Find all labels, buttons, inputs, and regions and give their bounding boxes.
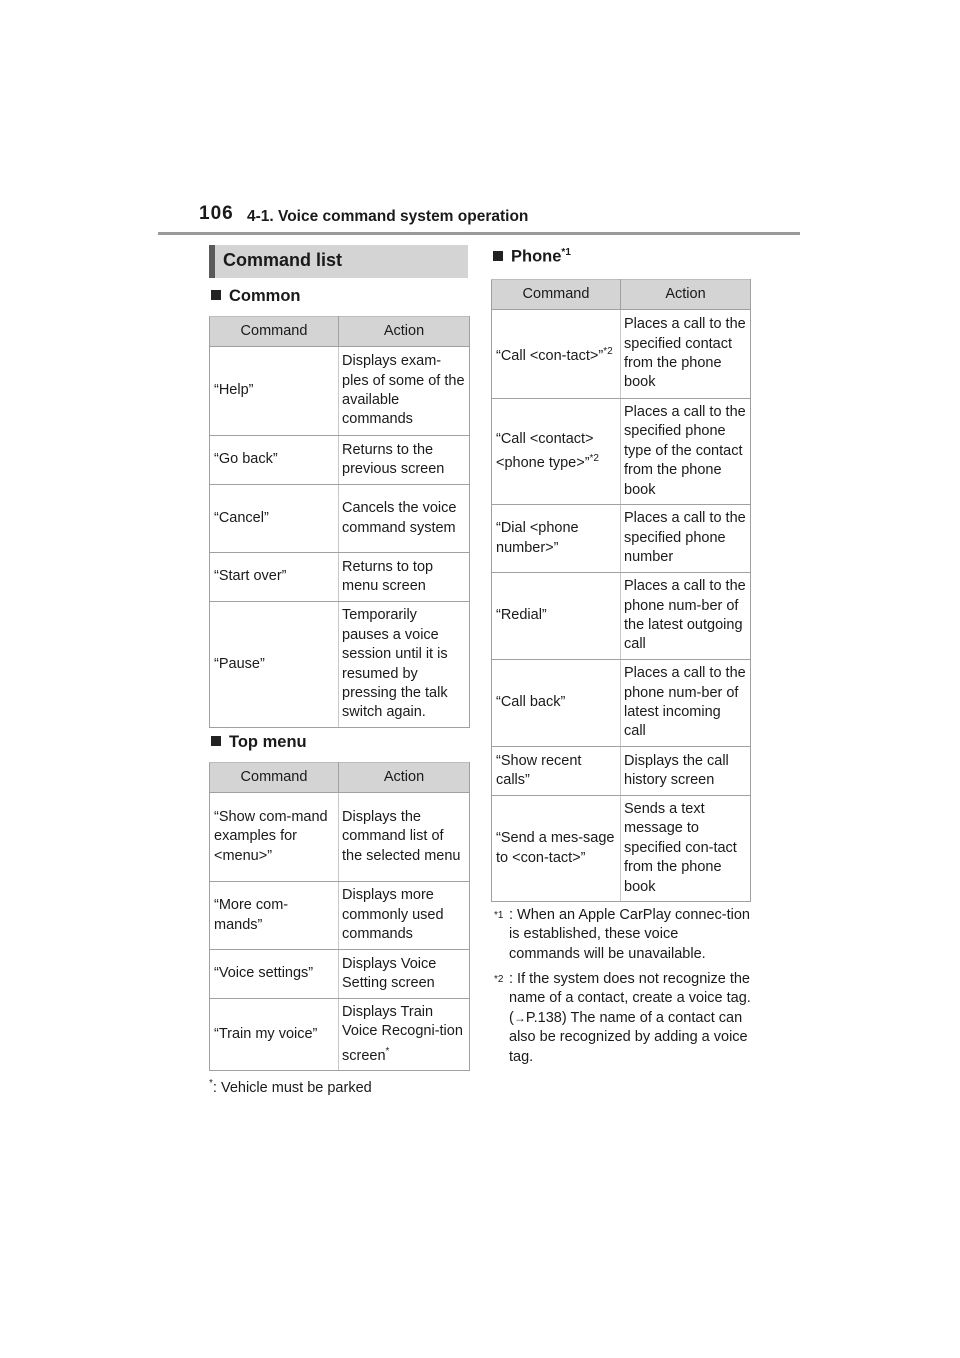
header-title: 4-1. Voice command system operation (247, 208, 529, 225)
action-cell: Displays the command list of the selected menu (339, 793, 470, 882)
action-cell: Displays Voice Setting screen (339, 950, 470, 999)
footnote-text-before: : If the system does not recognize the name of a contact, create a voice tag. ( (509, 971, 751, 1026)
command-cell (492, 399, 621, 505)
table-row (210, 436, 470, 485)
phone-heading-label: Phone (511, 247, 562, 266)
column-header-command: Command (210, 763, 339, 793)
footnote-mark: * (209, 1078, 213, 1089)
footnote-mark: * (385, 1045, 390, 1057)
table-row (210, 793, 470, 882)
action-cell: Places a call to the phone num-ber of latest incoming call (621, 660, 751, 747)
table-row (492, 310, 751, 399)
column-header-action: Action (621, 280, 751, 310)
table-row (492, 660, 751, 747)
action-cell (339, 999, 470, 1071)
footnote-mark: *1 (494, 910, 504, 921)
action-cell: Temporarily pauses a voice session until it is resumed by pressing the talk switch again. (339, 602, 470, 728)
command-cell: “Call back” (492, 660, 621, 747)
common-heading-label: Common (229, 287, 301, 305)
footnote-mark: *1 (561, 247, 571, 258)
command-cell: “Show com-mand examples for <menu>” (210, 793, 339, 882)
table-row (492, 505, 751, 573)
square-bullet-icon (211, 736, 221, 746)
top-menu-heading-label: Top menu (229, 733, 307, 751)
command-cell: “Cancel” (210, 485, 339, 553)
action-cell: Displays exam-ples of some of the available commands (339, 347, 470, 436)
table-header-row (210, 317, 470, 347)
footnote-2 (494, 970, 752, 1067)
command-cell: “Voice settings” (210, 950, 339, 999)
column-header-command: Command (210, 317, 339, 347)
footnote-mark: *2 (589, 453, 599, 465)
table-row (210, 485, 470, 553)
footnote-mark: *2 (494, 974, 504, 985)
action-cell: Places a call to the specified phone type of the contact from the phone book (621, 399, 751, 505)
square-bullet-icon (493, 251, 503, 261)
table-header-row (492, 280, 751, 310)
table-row (210, 553, 470, 602)
command-cell: “Help” (210, 347, 339, 436)
command-cell: “Train my voice” (210, 999, 339, 1071)
command-cell: “Redial” (492, 573, 621, 660)
square-bullet-icon (211, 290, 221, 300)
footnote-text (509, 970, 752, 1067)
action-cell: Places a call to the specified contact from the phone book (621, 310, 751, 399)
command-text: “Call <contact> <phone type>” (496, 430, 594, 471)
section-title: Command list (209, 245, 468, 278)
action-text: Displays Train Voice Recogni-tion screen (342, 1004, 463, 1064)
common-table (209, 316, 470, 728)
action-cell: Displays more commonly used commands (339, 882, 470, 950)
column-header-action: Action (339, 317, 470, 347)
table-row (492, 796, 751, 902)
header-rule (158, 232, 800, 235)
table-row (210, 602, 470, 728)
action-cell: Displays the call history screen (621, 747, 751, 796)
column-header-command: Command (492, 280, 621, 310)
note-text: : Vehicle must be parked (212, 1079, 372, 1096)
arrow-right-icon: → (513, 1010, 526, 1025)
command-cell: “More com-mands” (210, 882, 339, 950)
action-cell: Sends a text message to specified con-tact from the phone book (621, 796, 751, 902)
command-cell: “Send a mes-sage to <con-tact>” (492, 796, 621, 902)
command-cell (492, 310, 621, 399)
action-cell: Places a call to the specified phone number (621, 505, 751, 573)
action-cell: Returns to top menu screen (339, 553, 470, 602)
table-row (210, 999, 470, 1071)
footnote-1 (494, 906, 752, 964)
table-row (210, 882, 470, 950)
top-menu-note (209, 1074, 372, 1098)
command-text: “Call <con-tact>” (496, 347, 604, 364)
page-reference-link[interactable]: P.138) The name of a contact can also be recognized by adding a voice tag. (509, 1009, 748, 1065)
column-header-action: Action (339, 763, 470, 793)
command-cell: “Dial <phone number>” (492, 505, 621, 573)
table-row (210, 950, 470, 999)
command-cell: “Go back” (210, 436, 339, 485)
page-number: 106 (199, 203, 234, 224)
command-cell: “Show recent calls” (492, 747, 621, 796)
action-cell: Places a call to the phone num-ber of the latest outgoing call (621, 573, 751, 660)
table-row (492, 573, 751, 660)
command-cell: “Start over” (210, 553, 339, 602)
phone-table (491, 279, 751, 902)
phone-heading (493, 247, 571, 267)
top-menu-table (209, 762, 470, 1071)
action-cell: Cancels the voice command system (339, 485, 470, 553)
command-cell: “Pause” (210, 602, 339, 728)
common-heading (211, 287, 301, 306)
table-row (492, 399, 751, 505)
table-header-row (210, 763, 470, 793)
footnote-mark: *2 (603, 345, 613, 357)
table-row (210, 347, 470, 436)
top-menu-heading (211, 733, 307, 752)
action-cell: Returns to the previous screen (339, 436, 470, 485)
footnote-text: : When an Apple CarPlay connec-tion is established, these voice commands will be unavailable. (509, 907, 750, 962)
table-row (492, 747, 751, 796)
